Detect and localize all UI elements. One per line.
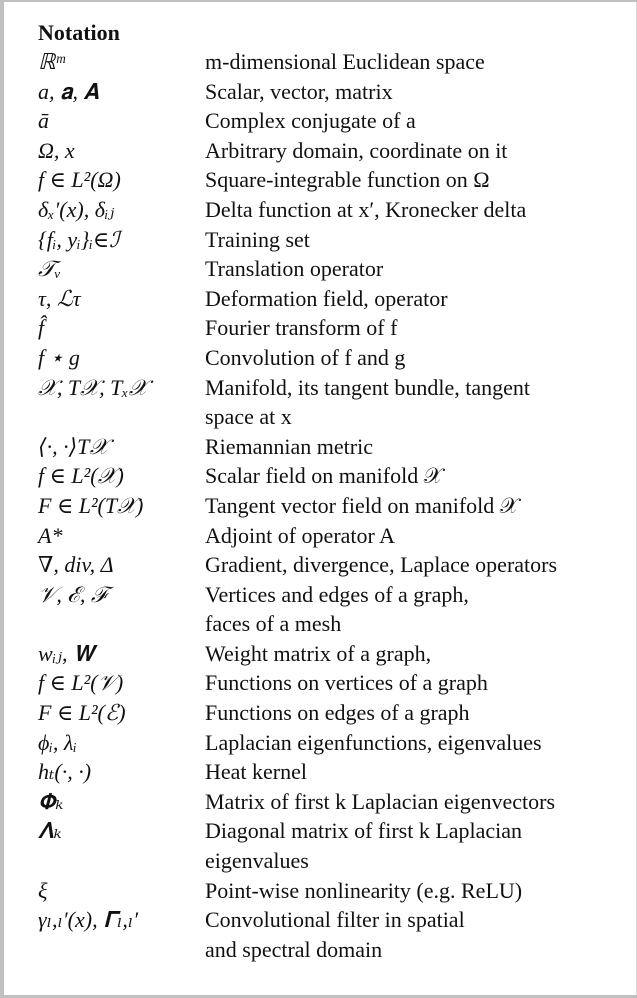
- description-line: space at x: [205, 404, 292, 430]
- notation-symbol: wᵢⱼ, 𝐖: [38, 640, 95, 666]
- notation-row: [38, 47, 628, 77]
- notation-row: [38, 461, 628, 491]
- notation-symbol: ϕᵢ, λᵢ: [38, 729, 77, 755]
- notation-symbol: ⟨·, ·⟩T𝒳: [38, 433, 109, 459]
- notation-description: [205, 136, 628, 166]
- notation-symbol: A*: [38, 522, 63, 548]
- notation-description: [205, 787, 628, 817]
- notation-row: [38, 136, 628, 166]
- notation-symbol: ℝᵐ: [38, 49, 65, 74]
- notation-description: [205, 432, 628, 462]
- notation-symbol: δₓ′(x), δᵢⱼ: [38, 196, 115, 222]
- description-line: Heat kernel: [205, 759, 307, 785]
- notation-row: [38, 491, 628, 521]
- notation-symbol: ∇, div, Δ: [38, 552, 114, 578]
- notation-description: [205, 580, 628, 639]
- notation-row: [38, 313, 628, 343]
- description-line: Functions on vertices of a graph: [205, 670, 488, 696]
- notation-symbol: 𝒳, T𝒳, Tₓ𝒳: [38, 374, 148, 400]
- notation-row: [38, 432, 628, 462]
- notation-description: [205, 284, 628, 314]
- notation-symbol: Ω, x: [38, 137, 75, 163]
- notation-description: [205, 195, 628, 225]
- notation-description: [205, 550, 628, 580]
- notation-rows: [38, 47, 628, 964]
- notation-row: [38, 521, 628, 551]
- notation-description: [205, 254, 628, 284]
- notation-description: [205, 905, 628, 964]
- notation-description: [205, 343, 628, 373]
- notation-description: [205, 77, 628, 107]
- description-line: Manifold, its tangent bundle, tangent: [205, 374, 531, 400]
- notation-description: [205, 106, 628, 136]
- notation-row: [38, 195, 628, 225]
- notation-row: [38, 757, 628, 787]
- description-line: Convolutional filter in spatial: [205, 907, 465, 933]
- notation-symbol: ξ: [38, 877, 48, 903]
- notation-symbol: hₜ(·, ·): [38, 759, 92, 785]
- notation-symbol: 𝒱, ℰ, ℱ: [38, 581, 108, 607]
- notation-description: [205, 816, 628, 875]
- notation-symbol: τ, ℒτ: [38, 285, 81, 311]
- notation-row: [38, 284, 628, 314]
- description-line: Diagonal matrix of first k Laplacian: [205, 818, 523, 844]
- description-line: Tangent vector field on manifold 𝒳: [205, 492, 519, 518]
- description-line: Arbitrary domain, coordinate on it: [205, 137, 508, 163]
- description-line: Fourier transform of f: [205, 315, 398, 341]
- description-line: Scalar field on manifold 𝒳: [205, 463, 443, 489]
- notation-symbol: f ∈ L²(Ω): [38, 167, 121, 193]
- notation-symbol: 𝚲ₖ: [38, 818, 62, 844]
- notation-row: [38, 106, 628, 136]
- notation-symbol: ā: [38, 108, 49, 134]
- notation-description: [205, 876, 628, 906]
- description-line: Point-wise nonlinearity (e.g. ReLU): [205, 877, 523, 903]
- notation-row: [38, 580, 628, 639]
- notation-row: [38, 728, 628, 758]
- notation-description: [205, 225, 628, 255]
- notation-row: [38, 787, 628, 817]
- description-line: Adjoint of operator A: [205, 522, 396, 548]
- description-line: Matrix of first k Laplacian eigenvectors: [205, 788, 556, 814]
- notation-symbol: f ⋆ g: [38, 344, 80, 370]
- notation-row: [38, 343, 628, 373]
- notation-row: [38, 905, 628, 964]
- notation-description: [205, 639, 628, 669]
- description-line: m-dimensional Euclidean space: [205, 49, 485, 74]
- notation-row: [38, 876, 628, 906]
- notation-description: [205, 668, 628, 698]
- notation-row: [38, 668, 628, 698]
- notation-row: [38, 225, 628, 255]
- description-line: Scalar, vector, matrix: [205, 78, 393, 104]
- notation-row: [38, 698, 628, 728]
- notation-row: [38, 373, 628, 432]
- description-line: Delta function at x′, Kronecker delta: [205, 196, 527, 222]
- description-line: Riemannian metric: [205, 433, 373, 459]
- notation-symbol: F ∈ L²(T𝒳): [38, 492, 144, 518]
- description-line: Vertices and edges of a graph,: [205, 581, 469, 607]
- table-title: Notation: [38, 20, 120, 45]
- notation-description: [205, 373, 628, 432]
- page: [4, 2, 637, 995]
- notation-table: [38, 18, 628, 964]
- description-line: faces of a mesh: [205, 611, 342, 637]
- description-line: Laplacian eigenfunctions, eigenvalues: [205, 729, 542, 755]
- notation-symbol: F ∈ L²(ℰ): [38, 700, 126, 726]
- description-line: and spectral domain: [205, 936, 383, 962]
- description-line: Functions on edges of a graph: [205, 700, 470, 726]
- notation-row: [38, 165, 628, 195]
- description-line: Square-integrable function on Ω: [205, 167, 490, 193]
- notation-symbol: γₗ,ₗ′(x), 𝚪ₗ,ₗ′: [38, 907, 139, 933]
- notation-row: [38, 550, 628, 580]
- notation-row: [38, 254, 628, 284]
- description-line: Convolution of f and g: [205, 344, 406, 370]
- notation-description: [205, 313, 628, 343]
- description-line: Deformation field, operator: [205, 285, 448, 311]
- notation-description: [205, 491, 628, 521]
- notation-row: [38, 639, 628, 669]
- notation-symbol: f̂: [38, 315, 45, 341]
- notation-symbol: 𝒯ᵥ: [38, 256, 62, 282]
- notation-description: [205, 47, 628, 77]
- notation-description: [205, 165, 628, 195]
- description-line: eigenvalues: [205, 848, 309, 874]
- description-line: Gradient, divergence, Laplace operators: [205, 552, 558, 578]
- notation-row: [38, 77, 628, 107]
- notation-description: [205, 757, 628, 787]
- notation-symbol: f ∈ L²(𝒱): [38, 670, 124, 696]
- notation-symbol: a, 𝐚, 𝐀: [38, 78, 99, 104]
- notation-symbol: f ∈ L²(𝒳): [38, 463, 124, 489]
- notation-description: [205, 521, 628, 551]
- description-line: Complex conjugate of a: [205, 108, 416, 134]
- description-line: Weight matrix of a graph,: [205, 640, 432, 666]
- notation-row: [38, 816, 628, 875]
- description-line: Training set: [205, 226, 310, 252]
- description-line: Translation operator: [205, 256, 384, 282]
- notation-description: [205, 698, 628, 728]
- notation-description: [205, 461, 628, 491]
- notation-symbol: 𝚽ₖ: [38, 788, 64, 814]
- notation-description: [205, 728, 628, 758]
- notation-symbol: {fᵢ, yᵢ}ᵢ∈ℐ: [38, 226, 120, 252]
